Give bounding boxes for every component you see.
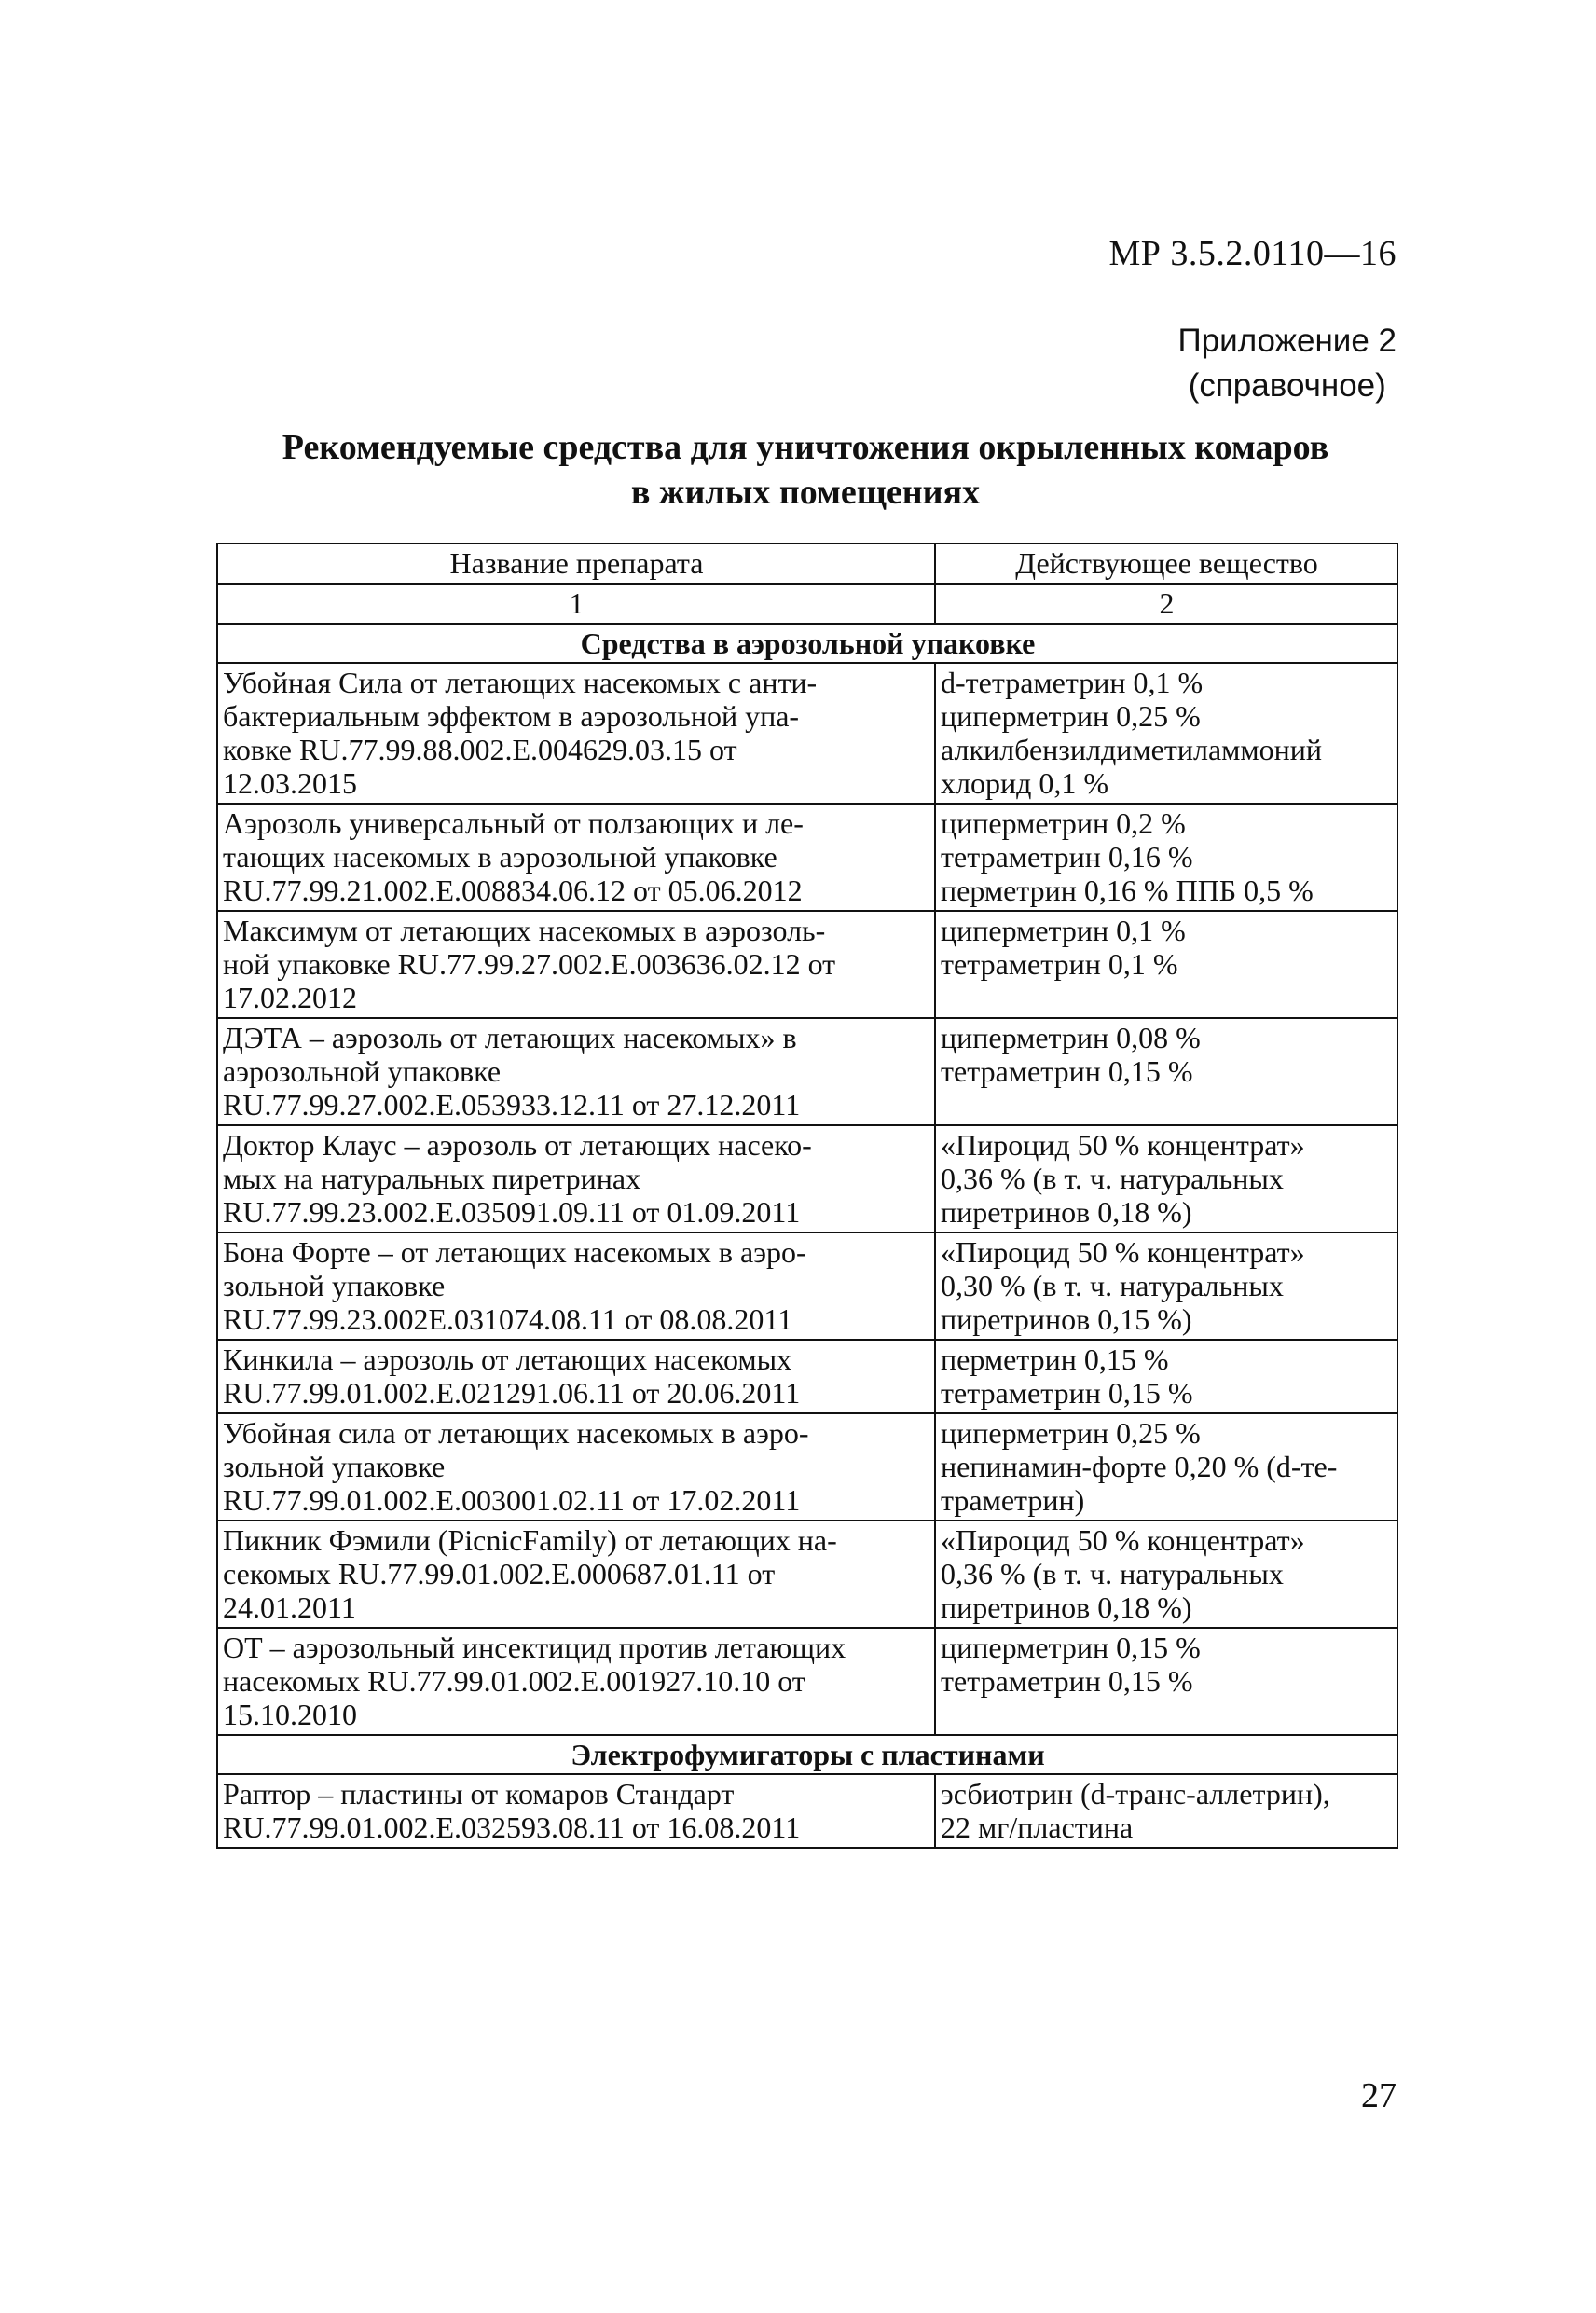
active-substance-line: циперметрин 0,2 % [941,806,1186,840]
active-substance-line: тетраметрин 0,16 % [941,840,1193,874]
product-name-cell [217,1413,935,1521]
column-number-1: 1 [217,584,935,624]
active-substance-line: эсбиотрин (d-транс-аллетрин), [941,1777,1330,1810]
table-row [217,663,1397,804]
product-name-line: Пикник Фэмили (PicnicFamily) от летающих на- [223,1523,837,1557]
active-substance-line: 0,30 % (в т. ч. натуральных [941,1269,1284,1302]
active-substance-line: 0,36 % (в т. ч. натуральных [941,1557,1284,1590]
section-heading: Средства в аэрозольной упаковке [217,624,1397,663]
product-name-line: Доктор Клаус – аэрозоль от летающих насеко- [223,1128,812,1162]
product-name-line: Аэрозоль универсальный от ползающих и ле- [223,806,804,840]
product-name-line: RU.77.99.27.002.E.053933.12.11 от 27.12.2011 [223,1088,801,1122]
products-table [216,543,1398,1849]
table-row [217,1628,1397,1735]
column-header-substance: Действующее вещество [935,544,1397,584]
active-substance-line: 22 мг/пластина [941,1810,1134,1844]
active-substance-line: тетраметрин 0,15 % [941,1376,1193,1410]
active-substance-cell [935,1774,1397,1848]
active-substance-line: алкилбензилдиметиламмоний [941,733,1323,766]
active-substance-cell [935,1340,1397,1413]
active-substance-cell [935,663,1397,804]
active-substance-line: хлорид 0,1 % [941,766,1109,800]
table-header-row [217,544,1397,584]
active-substance-line: траметрин) [941,1483,1085,1517]
table-row [217,1413,1397,1521]
product-name-line: Бона Форте – от летающих насекомых в аэро- [223,1235,806,1269]
page-number: 27 [1361,2076,1396,2115]
product-name-cell [217,1018,935,1125]
title-line-1: Рекомендуемые средства для уничтожения окрыленных комаров [282,428,1329,467]
appendix-label [1178,319,1396,408]
product-name-line: RU.77.99.21.002.E.008834.06.12 от 05.06.2012 [223,874,803,907]
table-row [217,1521,1397,1628]
product-name-line: Убойная Сила от летающих насекомых с анти- [223,666,818,699]
product-name-line: бактериальным эффектом в аэрозольной упа- [223,699,800,733]
product-name-line: RU.77.99.23.002E.031074.08.11 от 08.08.2011 [223,1302,793,1336]
product-name-cell [217,911,935,1018]
active-substance-cell [935,1125,1397,1232]
active-substance-cell [935,1521,1397,1628]
product-name-line: 15.10.2010 [223,1698,357,1731]
table-body [217,624,1397,1848]
product-name-line: мых на натуральных пиретринах [223,1162,641,1195]
product-name-line: ковке RU.77.99.88.002.E.004629.03.15 от [223,733,737,766]
product-name-line: 12.03.2015 [223,766,357,800]
product-name-line: RU.77.99.01.002.E.032593.08.11 от 16.08.2011 [223,1810,801,1844]
table-row [217,804,1397,911]
product-name-line: RU.77.99.01.002.E.021291.06.11 от 20.06.2011 [223,1376,801,1410]
product-name-cell [217,1628,935,1735]
active-substance-line: пиретринов 0,15 %) [941,1302,1192,1336]
active-substance-line: пиретринов 0,18 %) [941,1590,1192,1624]
active-substance-cell [935,804,1397,911]
product-name-line: секомых RU.77.99.01.002.E.000687.01.11 от [223,1557,776,1590]
product-name-line: Убойная сила от летающих насекомых в аэро- [223,1416,809,1450]
active-substance-cell [935,1018,1397,1125]
product-name-line: зольной упаковке [223,1450,446,1483]
column-header-name: Название препарата [217,544,935,584]
appendix-type: (справочное) [1188,367,1386,404]
active-substance-cell [935,1232,1397,1340]
product-name-line: зольной упаковке [223,1269,446,1302]
active-substance-line: 0,36 % (в т. ч. натуральных [941,1162,1284,1195]
active-substance-line: d-тетраметрин 0,1 % [941,666,1204,699]
product-name-line: ной упаковке RU.77.99.27.002.E.003636.02.12 от [223,947,836,981]
product-name-line: тающих насекомых в аэрозольной упаковке [223,840,777,874]
active-substance-line: «Пироцид 50 % концентрат» [941,1128,1305,1162]
product-name-cell [217,1232,935,1340]
table-row [217,1774,1397,1848]
active-substance-line: тетраметрин 0,15 % [941,1664,1193,1698]
product-name-cell [217,804,935,911]
appendix-number: Приложение 2 [1177,323,1396,359]
active-substance-line: перметрин 0,16 % ППБ 0,5 % [941,874,1314,907]
product-name-line: ДЭТА – аэрозоль от летающих насекомых» в [223,1021,797,1054]
product-name-line: Кинкила – аэрозоль от летающих насекомых [223,1342,792,1376]
active-substance-line: тетраметрин 0,15 % [941,1054,1193,1088]
active-substance-line: перметрин 0,15 % [941,1342,1169,1376]
active-substance-line: «Пироцид 50 % концентрат» [941,1523,1305,1557]
title-line-2: в жилых помещениях [630,473,981,512]
active-substance-line: циперметрин 0,08 % [941,1021,1201,1054]
table-row [217,1018,1397,1125]
product-name-cell [217,1340,935,1413]
active-substance-line: непинамин-форте 0,20 % (d-те- [941,1450,1338,1483]
document-code: МР 3.5.2.0110—16 [1108,234,1396,273]
active-substance-line: «Пироцид 50 % концентрат» [941,1235,1305,1269]
product-name-line: Раптор – пластины от комаров Стандарт [223,1777,735,1810]
product-name-line: ОТ – аэрозольный инсектицид против летающих [223,1631,846,1664]
column-number-2: 2 [935,584,1397,624]
table-section-row [217,624,1397,663]
active-substance-cell [935,911,1397,1018]
active-substance-line: циперметрин 0,1 % [941,914,1186,947]
active-substance-line: пиретринов 0,18 %) [941,1195,1192,1229]
product-name-cell [217,1521,935,1628]
table-column-numbers-row [217,584,1397,624]
table-section-row [217,1735,1397,1774]
table-row [217,1125,1397,1232]
product-name-line: RU.77.99.23.002.E.035091.09.11 от 01.09.2011 [223,1195,801,1229]
active-substance-cell [935,1628,1397,1735]
table-row [217,911,1397,1018]
section-heading: Электрофумигаторы с пластинами [217,1735,1397,1774]
product-name-cell [217,1125,935,1232]
page-title [213,425,1398,515]
active-substance-cell [935,1413,1397,1521]
product-name-cell [217,663,935,804]
product-name-line: аэрозольной упаковке [223,1054,502,1088]
product-name-line: 24.01.2011 [223,1590,356,1624]
product-name-line: RU.77.99.01.002.E.003001.02.11 от 17.02.2011 [223,1483,801,1517]
table-row [217,1232,1397,1340]
product-name-cell [217,1774,935,1848]
product-name-line: 17.02.2012 [223,981,357,1014]
table-row [217,1340,1397,1413]
active-substance-line: циперметрин 0,25 % [941,699,1201,733]
product-name-line: насекомых RU.77.99.01.002.E.001927.10.10 от [223,1664,805,1698]
active-substance-line: циперметрин 0,15 % [941,1631,1201,1664]
product-name-line: Максимум от летающих насекомых в аэрозоль- [223,914,826,947]
active-substance-line: тетраметрин 0,1 % [941,947,1178,981]
active-substance-line: циперметрин 0,25 % [941,1416,1201,1450]
